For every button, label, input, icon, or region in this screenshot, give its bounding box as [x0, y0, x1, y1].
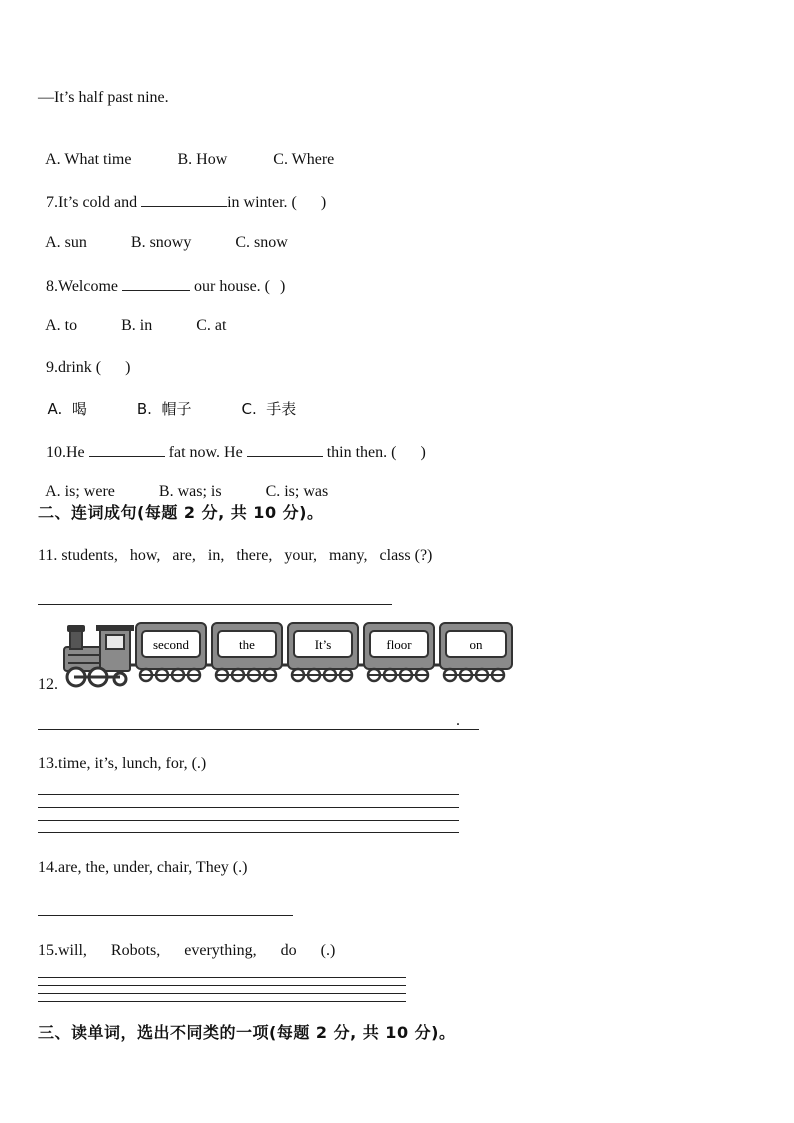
q8-paren-close: ) — [280, 278, 286, 295]
q13-prompt: 13.time, it’s, lunch, for, (.) — [38, 755, 207, 772]
q6-option-a[interactable]: A. What time — [45, 151, 132, 168]
q14-prompt: 14.are, the, under, chair, They (.) — [38, 859, 248, 876]
q10-paren-close: ) — [420, 444, 426, 461]
q10-stem — [38, 421, 426, 463]
q10-option-a[interactable]: A. is; were — [45, 483, 115, 500]
q10-blank-1[interactable] — [89, 441, 165, 457]
q8-option-a[interactable]: A. to — [45, 317, 78, 334]
q10-option-c[interactable]: C. is; was — [265, 483, 329, 500]
q7-blank[interactable] — [141, 191, 227, 207]
train-car-4-label: floor — [386, 637, 412, 652]
train-car-1-label: second — [152, 637, 190, 652]
q12-end-mark: . — [456, 712, 460, 729]
q8-option-b[interactable]: B. in — [121, 317, 153, 334]
q8-stem — [38, 255, 285, 297]
q6-option-c[interactable]: C. Where — [273, 151, 335, 168]
q7-option-c[interactable]: C. snow — [235, 234, 288, 251]
q10-text-after: thin then. ( — [322, 444, 397, 461]
q8-text-after: our house. ( — [190, 278, 270, 295]
q9-paren-close: ) — [125, 359, 131, 376]
q7-paren-close: ) — [320, 194, 327, 211]
q10-text-middle: fat now. He — [164, 444, 247, 461]
q8-options — [38, 296, 226, 336]
section-3-heading: 三、读单词，选出不同类的一项(每题 2 分, 共 10 分)。 — [38, 1023, 456, 1042]
q7-option-a[interactable]: A. sun — [45, 234, 87, 251]
q9-text-before: 9.drink ( — [46, 359, 102, 376]
train-car-5[interactable] — [440, 623, 512, 681]
train-car-2[interactable] — [212, 623, 282, 681]
q10-option-b[interactable]: B. was; is — [158, 483, 222, 500]
train-car-5-label: on — [469, 637, 483, 652]
q10-options — [38, 462, 328, 502]
q12-number: 12. — [38, 676, 58, 693]
q9-option-b[interactable]: B. 帽子 — [136, 400, 192, 418]
q7-stem — [38, 171, 326, 213]
q13-answer-line-3[interactable] — [38, 820, 459, 821]
q8-text-before: 8.Welcome — [46, 278, 123, 295]
q6-option-b[interactable]: B. How — [177, 151, 228, 168]
q15-answer-line-4[interactable] — [38, 1001, 406, 1002]
q9-option-c[interactable]: C. 手表 — [241, 400, 297, 418]
section-2-heading: 二、连词成句(每题 2 分, 共 10 分)。 — [38, 503, 324, 522]
q7-text-before: 7.It’s cold and — [46, 194, 142, 211]
q11-answer-line[interactable] — [38, 604, 392, 605]
q14-answer-line[interactable] — [38, 915, 293, 916]
train-car-1[interactable] — [136, 623, 206, 681]
q9-option-a[interactable]: A. 喝 — [47, 400, 87, 418]
locomotive-icon — [64, 625, 134, 686]
q7-text-after: in winter. ( — [227, 194, 297, 211]
q15-prompt: 15.will, Robots, everything, do (.) — [38, 942, 336, 959]
train-car-2-label: the — [239, 637, 255, 652]
q15-answer-line-3[interactable] — [38, 993, 406, 994]
q8-blank[interactable] — [122, 275, 190, 291]
train-illustration — [60, 619, 516, 689]
q10-text-before: 10.He — [46, 444, 89, 461]
q6-answer-line: —It’s half past nine. — [38, 89, 169, 106]
q11-prompt: 11. students, how, are, in, there, your, many, class (?) — [38, 547, 433, 564]
q13-answer-line-4[interactable] — [38, 832, 459, 833]
train-car-3-label: It’s — [314, 637, 332, 652]
q12-answer-line[interactable] — [38, 729, 479, 730]
train-car-4[interactable] — [364, 623, 434, 681]
q15-answer-line-2[interactable] — [38, 985, 406, 986]
q13-answer-line-1[interactable] — [38, 794, 459, 795]
q9-options — [38, 379, 296, 419]
q9-stem — [38, 338, 130, 378]
q8-option-c[interactable]: C. at — [196, 317, 227, 334]
train-car-3[interactable] — [288, 623, 358, 681]
q10-blank-2[interactable] — [247, 441, 323, 457]
q15-answer-line-1[interactable] — [38, 977, 406, 978]
q6-options — [38, 130, 334, 170]
q7-options — [38, 213, 288, 253]
q13-answer-line-2[interactable] — [38, 807, 459, 808]
q7-option-b[interactable]: B. snowy — [130, 234, 192, 251]
